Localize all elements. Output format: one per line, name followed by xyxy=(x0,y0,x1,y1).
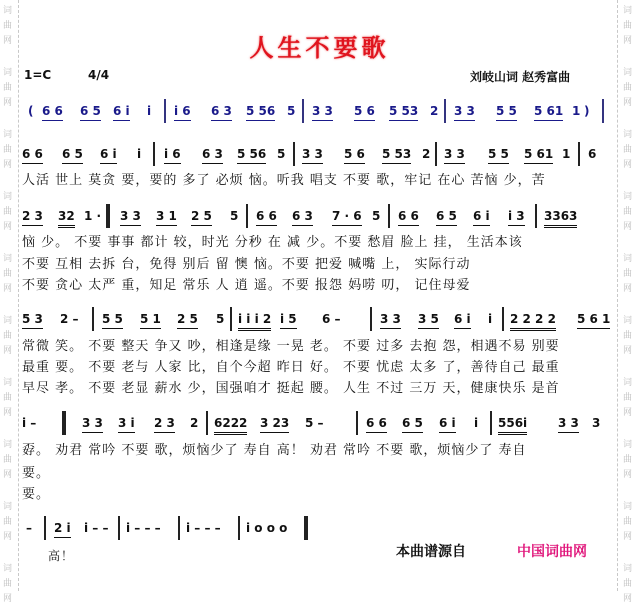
barline xyxy=(238,516,240,540)
watermark-char: 曲 xyxy=(623,455,633,465)
note-group: 3 3 xyxy=(444,145,465,164)
watermark-group xyxy=(3,500,12,545)
note-group: 2 3 xyxy=(154,414,175,433)
note-group: 5 xyxy=(372,209,381,223)
note-group: 3 5 xyxy=(418,310,439,329)
note-group: 6 3 xyxy=(202,145,223,164)
note-group: 2 2 2 2 xyxy=(510,310,556,331)
note-group: 6 6 xyxy=(366,414,387,433)
score-line-ending xyxy=(22,519,622,539)
lyrics-line-5-verse-3: 要。 xyxy=(22,487,51,502)
note-group: 5 xyxy=(277,147,286,161)
watermark-char: 曲 xyxy=(3,455,13,465)
barline xyxy=(92,307,94,331)
watermark-char: 词 xyxy=(3,192,13,202)
note-group: 3 3 xyxy=(302,145,323,164)
watermark-char: 曲 xyxy=(3,207,13,217)
lyrics-line-2: 人活 世上 莫贪 要，要的 多了 必烦 恼。听我 唱支 不要 歌，牢记 在心 苦恼 少，苦 xyxy=(22,173,546,188)
note-group: 3 23 xyxy=(260,414,289,433)
score-line-5 xyxy=(22,414,622,434)
barline xyxy=(578,142,580,166)
note-group: 5 56 xyxy=(237,145,266,164)
watermark-char: 曲 xyxy=(623,517,633,527)
note-group: i xyxy=(147,104,152,118)
watermark-char: 网 xyxy=(623,346,633,356)
watermark-group xyxy=(623,500,632,545)
barline xyxy=(535,204,537,228)
note-group: 3 3 xyxy=(312,102,333,121)
watermark-char: 词 xyxy=(623,316,633,326)
watermark-char: 词 xyxy=(623,378,633,388)
note-group: 6 6 xyxy=(22,145,43,164)
note-group: 5 53 xyxy=(382,145,411,164)
note-group: 2 i xyxy=(54,519,71,538)
watermark-char: 词 xyxy=(3,68,13,78)
note-group: 3 3 xyxy=(558,414,579,433)
note-group: 3 3 xyxy=(82,414,103,433)
watermark-char: 词 xyxy=(623,6,633,16)
note-group: 6 5 xyxy=(62,145,83,164)
watermark-char: 曲 xyxy=(3,21,13,31)
note-group: 6 5 xyxy=(436,207,457,226)
watermark-char: 网 xyxy=(3,160,13,170)
watermark-char: 词 xyxy=(3,440,13,450)
watermark-char: 网 xyxy=(623,160,633,170)
note-group: 6 i xyxy=(473,207,490,226)
watermark-char: 曲 xyxy=(623,207,633,217)
watermark-group xyxy=(623,66,632,111)
watermark-group xyxy=(3,376,12,421)
watermark-group xyxy=(623,190,632,235)
note-group: i – – – xyxy=(186,521,221,535)
note-group: 2 5 xyxy=(191,207,212,226)
barline xyxy=(388,204,390,228)
note-group: 5 6 xyxy=(354,102,375,121)
note-group: i xyxy=(488,312,493,326)
note-group: 1 · xyxy=(84,209,102,223)
note-group: 3 3 xyxy=(120,207,141,226)
watermark-group xyxy=(3,128,12,173)
watermark-char: 网 xyxy=(623,408,633,418)
note-group: 6 xyxy=(588,147,597,161)
barline xyxy=(164,99,166,123)
lyrics-line-ending: 高！ xyxy=(48,549,75,563)
note-group: 2 5 xyxy=(177,310,198,329)
barline xyxy=(118,516,120,540)
watermark-char: 网 xyxy=(3,36,13,46)
watermark-char: 词 xyxy=(3,378,13,388)
note-group: 7 · 6 xyxy=(332,207,362,226)
left-margin-line xyxy=(18,0,19,591)
watermark-char: 曲 xyxy=(3,579,13,589)
note-group: 6 6 xyxy=(42,102,63,121)
barline xyxy=(293,142,295,166)
watermark-char: 网 xyxy=(3,532,13,542)
watermark-char: 网 xyxy=(623,36,633,46)
barline xyxy=(206,411,208,435)
credits: 刘岐山词 赵秀富曲 xyxy=(470,70,571,84)
watermark-char: 网 xyxy=(3,346,13,356)
note-group: 3 i xyxy=(118,414,135,433)
watermark-char: 词 xyxy=(3,6,13,16)
note-group: 3 3 xyxy=(380,310,401,329)
lyrics-line-3-verse-2: 不要 互相 去拆 台，免得 别后 留 懊 恼。不要 把爱 喊嘴 上， 实际行动 xyxy=(22,257,471,272)
note-group: 5 – xyxy=(305,416,324,430)
note-group: i – – xyxy=(84,521,109,535)
lyrics-line-4-verse-3: 早尽 孝。 不要 老显 薪水 少，国强咱才 挺起 腰。 人生 不过 三万 天，健康快乐 是首 xyxy=(22,381,560,396)
watermark-char: 曲 xyxy=(3,145,13,155)
source-label: 本曲谱源自 xyxy=(396,544,466,560)
note-group: 6 5 xyxy=(402,414,423,433)
watermark-char: 曲 xyxy=(3,331,13,341)
watermark-char: 网 xyxy=(3,284,13,294)
watermark-char: 网 xyxy=(623,470,633,480)
lyrics-line-5-verse-2: 要。 xyxy=(22,466,51,481)
note-group: i xyxy=(474,416,479,430)
repeat-barline xyxy=(62,411,66,435)
note-group: 3363 xyxy=(544,207,577,228)
note-group: ( xyxy=(28,104,34,118)
watermark-char: 词 xyxy=(3,130,13,140)
watermark-group xyxy=(3,562,12,607)
barline xyxy=(435,142,437,166)
note-group: 6 6 xyxy=(256,207,277,226)
note-group: i 3 xyxy=(508,207,525,226)
note-group: i xyxy=(137,147,142,161)
barline xyxy=(356,411,358,435)
note-group: 6 3 xyxy=(211,102,232,121)
watermark-group xyxy=(3,314,12,359)
note-group: 6 5 xyxy=(80,102,101,121)
watermark-char: 词 xyxy=(3,254,13,264)
watermark-char: 曲 xyxy=(623,393,633,403)
watermark-group xyxy=(623,438,632,483)
watermark-char: 网 xyxy=(3,470,13,480)
watermark-group xyxy=(3,66,12,111)
barline xyxy=(602,99,604,123)
note-group: 6222 xyxy=(214,414,247,435)
barline xyxy=(502,307,504,331)
watermark-char: 网 xyxy=(623,284,633,294)
note-group: 6 – xyxy=(322,312,341,326)
site-link[interactable]: 中国词曲网 xyxy=(517,544,587,560)
watermark-char: 曲 xyxy=(3,83,13,93)
note-group: i 6 xyxy=(164,145,181,164)
repeat-barline xyxy=(304,516,308,540)
note-group: 2 3 xyxy=(22,207,43,226)
note-group: 6 i xyxy=(439,414,456,433)
watermark-char: 词 xyxy=(623,564,633,574)
note-group: 5 1 xyxy=(140,310,161,329)
barline xyxy=(246,204,248,228)
watermark-char: 网 xyxy=(3,222,13,232)
note-group: 5 xyxy=(216,312,225,326)
note-group: 1 xyxy=(562,147,571,161)
note-group: 5 61 xyxy=(524,145,553,164)
watermark-group xyxy=(3,252,12,297)
note-group: i – – – xyxy=(126,521,161,535)
watermark-char: 网 xyxy=(623,594,633,604)
right-margin-line xyxy=(617,0,618,591)
note-group: 6 i xyxy=(100,145,117,164)
score-line-2 xyxy=(22,145,622,165)
note-group: 2 xyxy=(430,104,439,118)
watermark-char: 网 xyxy=(623,222,633,232)
barline xyxy=(178,516,180,540)
note-group: 3 xyxy=(592,416,601,430)
note-group: 5 56 xyxy=(246,102,275,121)
watermark-group xyxy=(623,562,632,607)
note-group: 6 i xyxy=(113,102,130,121)
note-group: 32 xyxy=(58,207,75,228)
watermark-char: 曲 xyxy=(623,579,633,589)
note-group: 5 53 xyxy=(389,102,418,121)
note-group: 5 xyxy=(230,209,239,223)
note-group: 5 61 xyxy=(534,102,563,121)
watermark-char: 网 xyxy=(3,408,13,418)
note-group: 2 – xyxy=(60,312,79,326)
watermark-char: 词 xyxy=(623,68,633,78)
note-group: 5 5 xyxy=(102,310,123,329)
note-group: 1 xyxy=(572,104,581,118)
barline xyxy=(302,99,304,123)
watermark-char: 词 xyxy=(623,130,633,140)
key-signature: 1=C xyxy=(24,68,52,82)
watermark-group xyxy=(3,190,12,235)
note-group: 5 3 xyxy=(22,310,43,329)
watermark-char: 词 xyxy=(3,564,13,574)
note-group: ) xyxy=(584,104,590,118)
watermark-char: 曲 xyxy=(623,269,633,279)
watermark-char: 词 xyxy=(3,502,13,512)
barline xyxy=(153,142,155,166)
note-group: i i i 2 xyxy=(238,310,271,331)
note-group: i – xyxy=(22,416,37,430)
lyrics-line-4-verse-2: 最重 要。 不要 老与 人家 比，自个今超 昨日 好。 不要 忧虑 太多 了，善待自己 最重 xyxy=(22,360,560,375)
watermark-char: 曲 xyxy=(623,21,633,31)
barline xyxy=(444,99,446,123)
watermark-char: 网 xyxy=(623,98,633,108)
note-group: 5 5 xyxy=(496,102,517,121)
note-group: 3 3 xyxy=(454,102,475,121)
note-group: 5 6 xyxy=(344,145,365,164)
watermark-char: 词 xyxy=(623,502,633,512)
note-group: 6 3 xyxy=(292,207,313,226)
watermark-char: 网 xyxy=(3,98,13,108)
score-line-4 xyxy=(22,310,622,330)
watermark-char: 曲 xyxy=(3,517,13,527)
watermark-group xyxy=(623,128,632,173)
watermark-char: 曲 xyxy=(623,331,633,341)
note-group: i o o o xyxy=(246,521,288,535)
watermark-char: 词 xyxy=(623,192,633,202)
watermark-char: 词 xyxy=(623,254,633,264)
watermark-group xyxy=(623,314,632,359)
score-line-3 xyxy=(22,207,622,227)
watermark-char: 网 xyxy=(623,532,633,542)
note-group: 556i xyxy=(498,414,527,435)
note-group: 6 6 xyxy=(398,207,419,226)
watermark-group xyxy=(623,252,632,297)
watermark-char: 曲 xyxy=(3,269,13,279)
lyrics-line-3-verse-1: 恼 少。 不要 事事 都计 较，时光 分秒 在 减 少。不要 愁眉 脸上 挂， 生活本该 xyxy=(22,235,523,250)
watermark-char: 曲 xyxy=(3,393,13,403)
lyrics-line-4-verse-1: 常微 笑。 不要 整天 争又 吵，相逢是缘 一晃 老。 不要 过多 去抱 怨，相遇不易 别要 xyxy=(22,339,560,354)
note-group: 2 xyxy=(190,416,199,430)
note-group: 5 6 1 xyxy=(577,310,610,329)
watermark-char: 曲 xyxy=(623,83,633,93)
watermark-char: 词 xyxy=(3,316,13,326)
watermark-char: 网 xyxy=(3,594,13,604)
note-group: 3 1 xyxy=(156,207,177,226)
note-group: i 6 xyxy=(174,102,191,121)
note-group: 5 5 xyxy=(488,145,509,164)
watermark-char: 曲 xyxy=(623,145,633,155)
watermark-group xyxy=(3,438,12,483)
barline xyxy=(490,411,492,435)
score-line-intro xyxy=(22,102,622,122)
note-group: i 5 xyxy=(280,310,297,329)
barline xyxy=(370,307,372,331)
song-title: 人生不要歌 xyxy=(249,33,390,62)
repeat-barline xyxy=(106,204,110,228)
note-group: 2 xyxy=(422,147,431,161)
note-group: 5 xyxy=(287,104,296,118)
watermark-char: 词 xyxy=(623,440,633,450)
note-group: – xyxy=(26,521,32,535)
lyrics-line-5-verse-1: 孬。 劝君 常吟 不要 歌，烦恼少了 寿自 高！ 劝君 常吟 不要 歌，烦恼少了 寿自 xyxy=(22,443,527,458)
barline xyxy=(230,307,232,331)
note-group: 6 i xyxy=(454,310,471,329)
barline xyxy=(44,516,46,540)
time-signature: 4/4 xyxy=(88,68,110,82)
watermark-group xyxy=(623,376,632,421)
lyrics-line-3-verse-3: 不要 贪心 太严 重，知足 常乐 人 逍 遥。不要 报怨 妈唠 叨， 记住母爱 xyxy=(22,278,471,293)
